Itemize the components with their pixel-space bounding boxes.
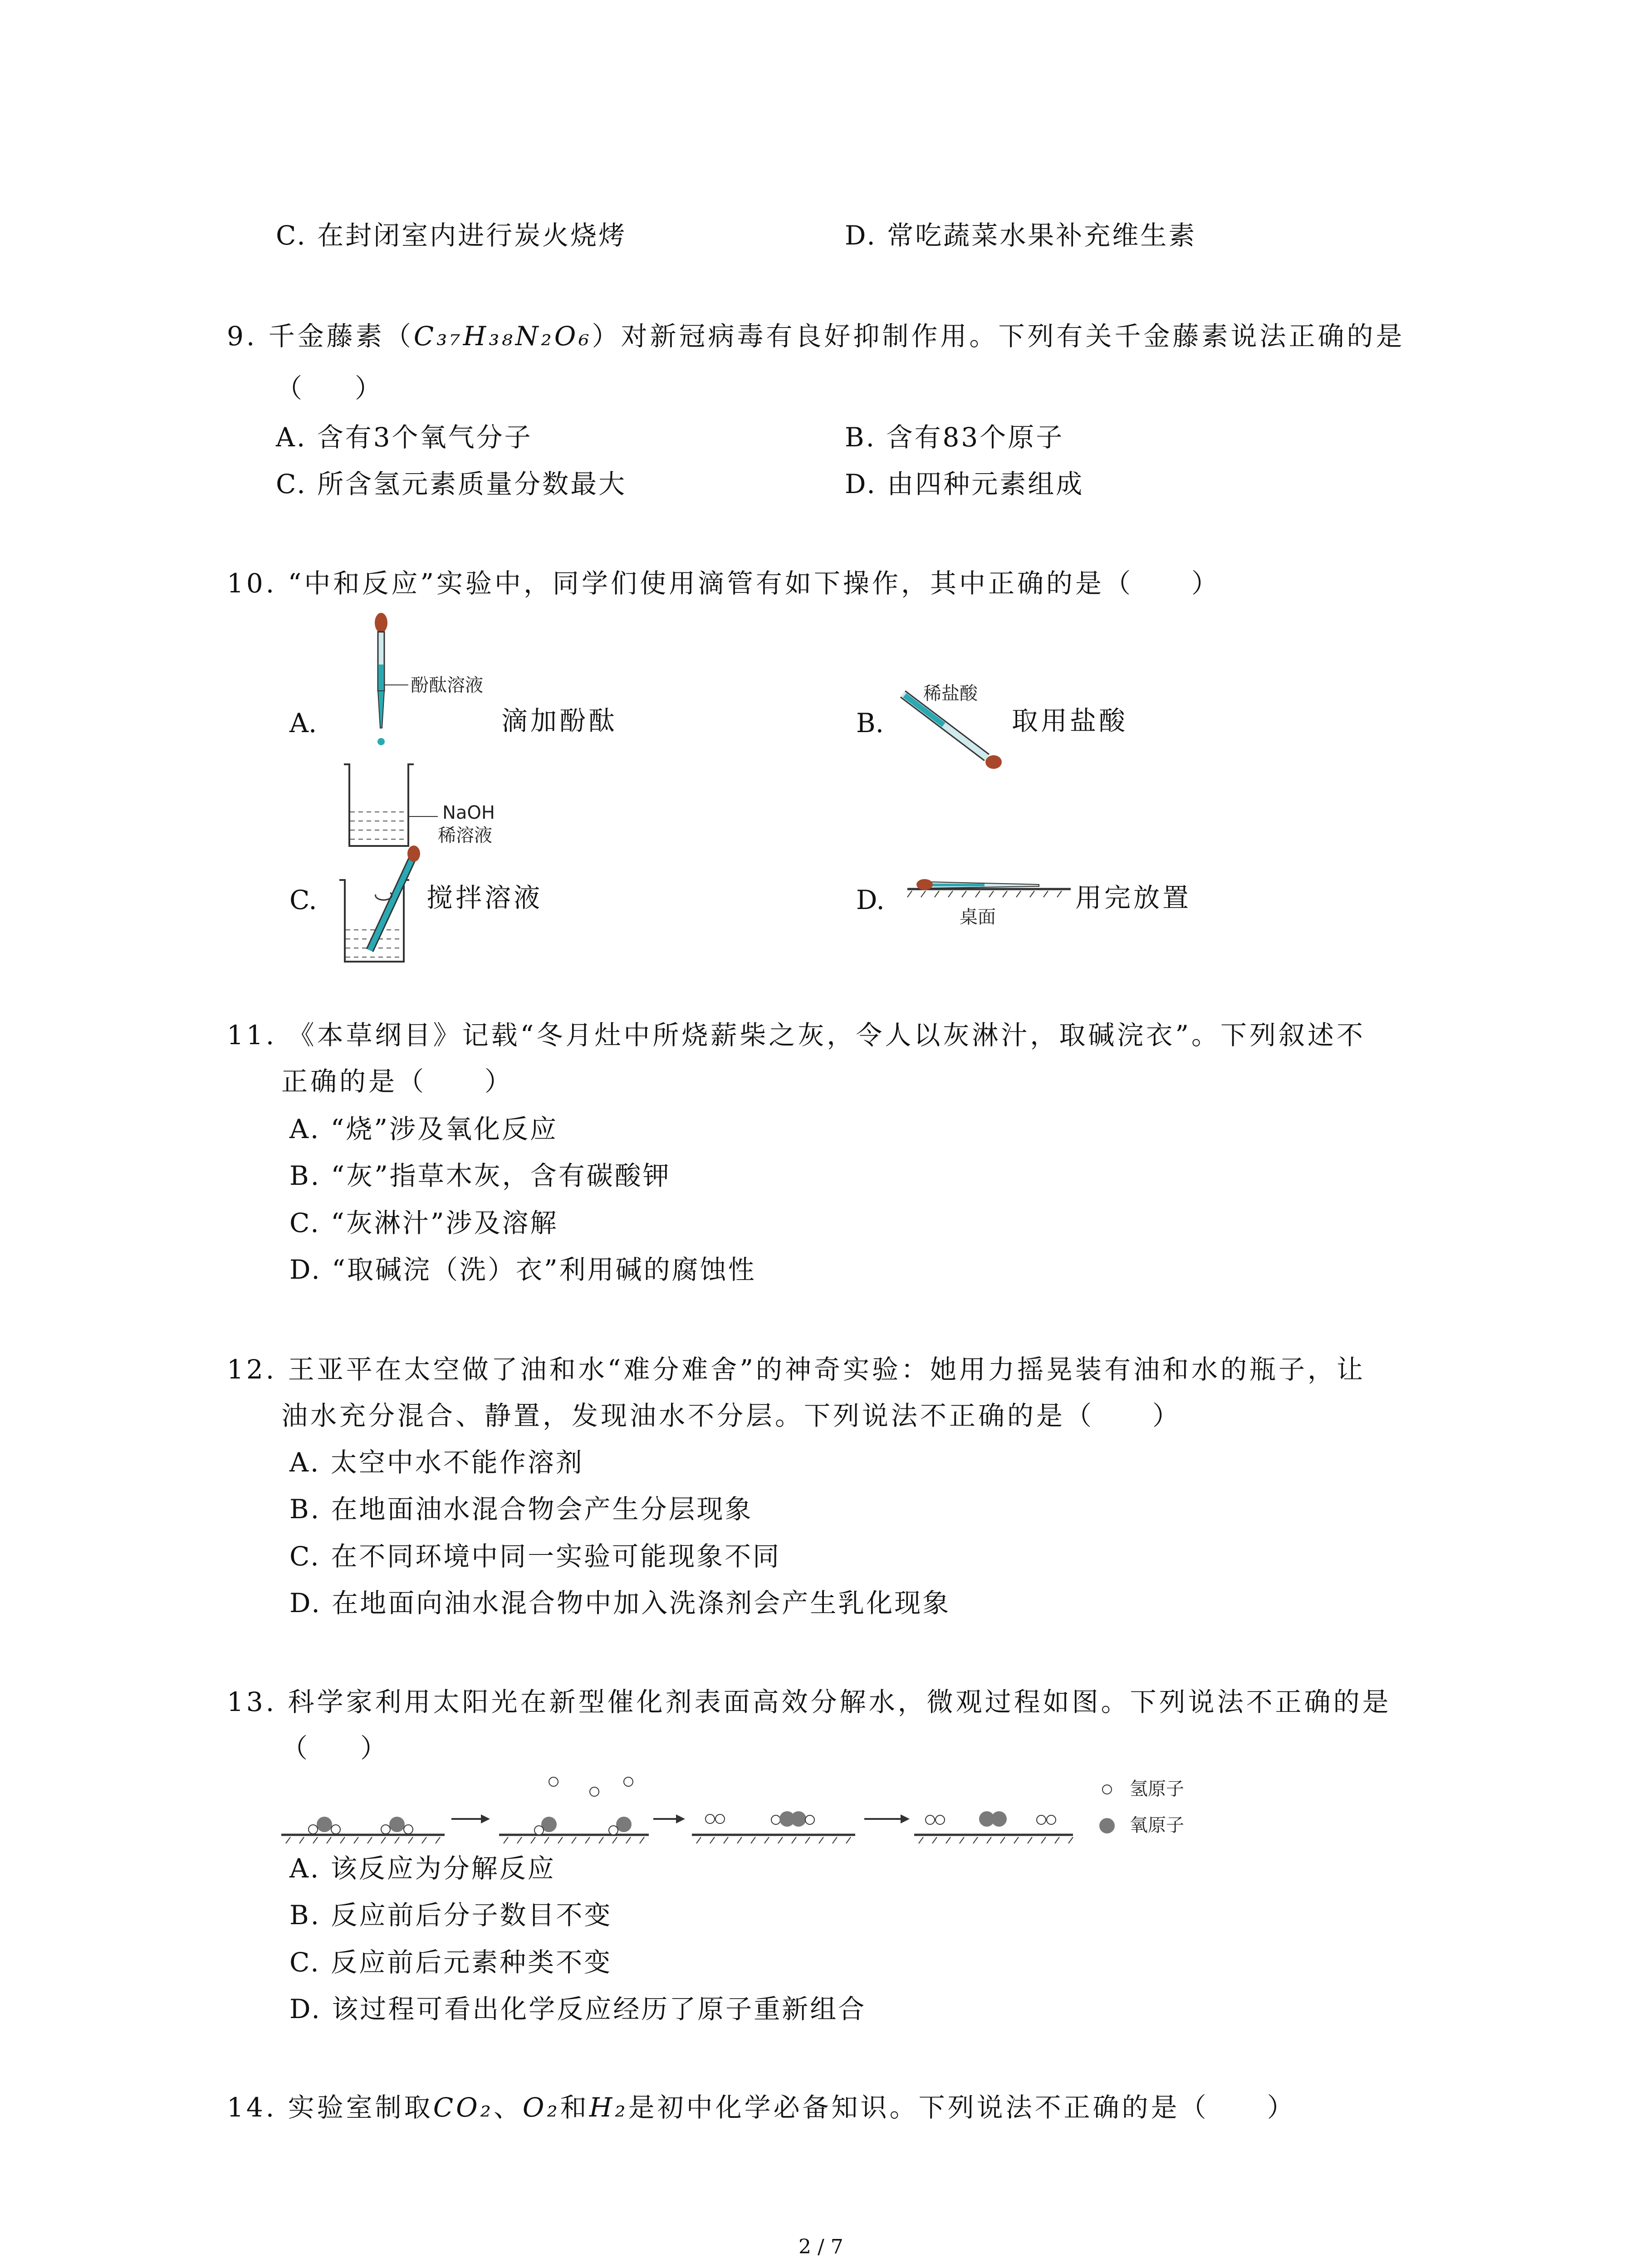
label-dilute-solution: 稀溶液 [438,825,492,846]
q11-stem-line2: 正确的是（ ） [281,1066,514,1097]
q11-option-c: C. “灰淋汁”涉及溶解 [289,1207,558,1238]
arrow-3 [864,1814,910,1823]
dropper-on-table-figure [903,871,1075,903]
q9-answer-paren: （ ） [276,373,382,404]
q13-answer-paren: （ ） [281,1733,387,1764]
dropper-bulb [985,755,1002,769]
q12-option-c: C. 在不同环境中同一实验可能现象不同 [289,1541,781,1572]
q11-option-a: A. “烧”涉及氧化反应 [289,1114,558,1144]
q9-option-c: C. 所含氢元素质量分数最大 [276,469,627,499]
q10-option-a-text: 滴加酚酞 [501,705,618,736]
arrow-1 [451,1814,490,1823]
page-number: 2 / 7 [798,2235,843,2258]
q12-option-a: A. 太空中水不能作溶剂 [289,1447,584,1478]
q14-and: 和 [560,2092,589,2123]
stage-1-water-molecules [281,1817,445,1843]
q10-option-d-text: 用完放置 [1075,882,1192,913]
q10-stem: 10. “中和反应”实验中，同学们使用滴管有如下操作，其中正确的是（ ） [227,568,1220,599]
q12-option-d: D. 在地面向油水混合物中加入洗涤剂会产生乳化现象 [289,1588,951,1618]
q11-option-d: D. “取碱浣（洗）衣”利用碱的腐蚀性 [289,1254,756,1285]
q13-option-b: B. 反应前后分子数目不变 [289,1900,612,1931]
q14-suffix: 是初中化学必备知识。下列说法不正确的是（ ） [628,2092,1296,2123]
arrow-2 [653,1814,685,1823]
q9-option-a: A. 含有3个氧气分子 [276,422,533,453]
q13-option-a: A. 该反应为分解反应 [289,1853,556,1884]
q9-option-b: B. 含有83个原子 [845,422,1064,453]
q8-option-c: C. 在封闭室内进行炭火烧烤 [276,220,627,251]
stage-2-dissociation [499,1777,649,1843]
dropper-bulb [407,846,420,862]
q14-formula-o2: O₂ [522,2092,560,2123]
q9-stem [227,321,1405,352]
q10-option-c-text: 搅拌溶液 [426,882,543,913]
label-dilute-hcl: 稀盐酸 [923,683,978,704]
legend-oxygen-label: 氧原子 [1130,1815,1184,1836]
q9-formula: C₃₇H₃₈N₂O₆ [413,321,592,352]
q13-option-c: C. 反应前后元素种类不变 [289,1947,612,1978]
q14-prefix: 14. 实验室制取 [227,2092,433,2123]
q10-option-a-letter: A. [289,708,317,738]
q9-stem-prefix: 9. 千金藤素（ [227,321,414,352]
q10-option-b-letter: B. [856,708,884,738]
stage-3-products-forming [692,1811,855,1843]
q10-option-d-letter: D. [856,885,885,915]
q13-stem: 13. 科学家利用太阳光在新型催化剂表面高效分解水，微观过程如图。下列说法不正确的是 [227,1686,1391,1717]
legend-hydrogen-symbol [1102,1785,1112,1794]
label-naoh: NaOH [442,802,495,823]
q9-option-d: D. 由四种元素组成 [845,469,1084,499]
dropper-bulb [916,879,933,890]
q14-formula-co2: CO₂ [433,2092,494,2123]
legend-hydrogen-label: 氢原子 [1130,1779,1184,1799]
label-indicator-solution: 酚酞溶液 [411,675,483,696]
beaker [344,764,414,846]
q12-stem-line2: 油水充分混合、静置，发现油水不分层。下列说法不正确的是（ ） [281,1400,1182,1431]
drop [377,738,385,745]
q10-option-b-text: 取用盐酸 [1012,705,1128,736]
q12-option-b: B. 在地面油水混合物会产生分层现象 [289,1494,753,1525]
label-table: 桌面 [960,907,996,928]
dropper-bulb [375,613,387,633]
q9-stem-suffix: ）对新冠病毒有良好抑制作用。下列有关千金藤素说法正确的是 [592,321,1405,352]
q11-option-b: B. “灰”指草木灰，含有碳酸钾 [289,1160,671,1191]
q14-separator: 、 [493,2092,523,2123]
q12-stem-line1: 12. 王亚平在太空做了油和水“难分难舍”的神奇实验：她用力摇晃装有油和水的瓶子，让 [227,1354,1366,1385]
q13-option-d: D. 该过程可看出化学反应经历了原子重新组合 [289,1994,867,2024]
water-splitting-diagram [281,1769,1211,1851]
legend-oxygen-symbol [1099,1818,1115,1833]
q14-formula-h2: H₂ [589,2092,628,2123]
q11-stem-line1: 11. 《本草纲目》记载“冬月灶中所烧薪柴之灰，令人以灰淋汁，取碱浣衣”。下列叙述不 [227,1020,1366,1051]
q10-option-c-letter: C. [289,885,317,915]
stage-4-hydrogen-and-oxygen [914,1811,1073,1843]
dropper-stirring-figure [336,844,436,971]
q8-option-d: D. 常吃蔬菜水果补充维生素 [845,220,1197,251]
q14-stem [227,2092,1296,2124]
